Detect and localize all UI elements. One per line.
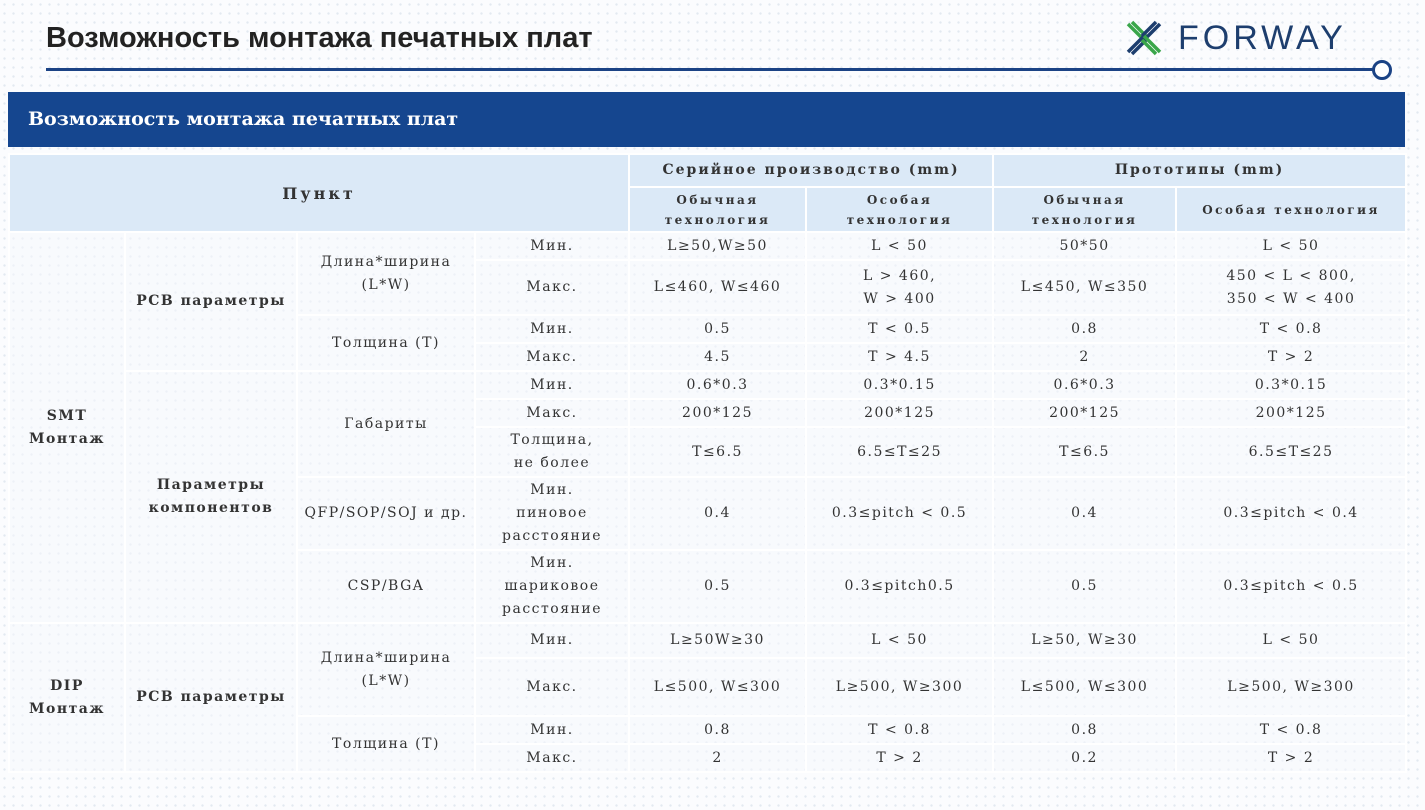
param-csp-bga: CSP/BGA: [297, 550, 475, 623]
category-pcb-params: PCB параметры: [125, 232, 297, 371]
limit-label: Мин. шариковое расстояние: [475, 550, 629, 623]
category-component-params: Параметры компонентов: [125, 371, 297, 623]
value-cell: T≤6.5: [629, 427, 806, 477]
value-cell: 200*125: [1176, 399, 1406, 427]
value-cell: L < 50: [806, 623, 993, 658]
value-cell: T≤6.5: [993, 427, 1176, 477]
group-header-prototype: Прототипы (mm): [993, 154, 1406, 187]
limit-label: Мин.: [475, 232, 629, 260]
section-smt: SMT Монтаж: [9, 232, 125, 623]
value-cell: 0.5: [629, 550, 806, 623]
param-length-width: Длина*ширина (L*W): [297, 232, 475, 315]
value-cell: 0.8: [993, 315, 1176, 343]
value-cell: 6.5≤T≤25: [1176, 427, 1406, 477]
value-cell: 0.5: [993, 550, 1176, 623]
logo-text: FORWAY: [1178, 18, 1347, 57]
value-cell: 50*50: [993, 232, 1176, 260]
value-cell: 0.3≤pitch < 0.4: [1176, 477, 1406, 550]
capability-table: [8, 153, 1407, 773]
value-cell: T > 4.5: [806, 343, 993, 371]
param-dip-thickness: Толщина (T): [297, 716, 475, 772]
value-cell: L≥500, W≥300: [1176, 658, 1406, 716]
value-cell: 4.5: [629, 343, 806, 371]
value-cell: 0.6*0.3: [993, 371, 1176, 399]
value-cell: 2: [993, 343, 1176, 371]
value-cell: L≤450, W≤350: [993, 260, 1176, 315]
limit-label: Мин.: [475, 623, 629, 658]
value-cell: L≥50W≥30: [629, 623, 806, 658]
param-dip-length-width: Длина*ширина (L*W): [297, 623, 475, 716]
group-header-serial: Серийное производство (mm): [629, 154, 993, 187]
value-cell: 0.6*0.3: [629, 371, 806, 399]
value-cell: T < 0.8: [1176, 315, 1406, 343]
value-cell: L≥50, W≥30: [993, 623, 1176, 658]
value-cell: 200*125: [806, 399, 993, 427]
limit-label: Мин.: [475, 371, 629, 399]
limit-label: Толщина, не более: [475, 427, 629, 477]
forway-logo: [1124, 16, 1347, 60]
limit-label: Мин.: [475, 315, 629, 343]
value-cell: T < 0.5: [806, 315, 993, 343]
value-cell: 0.3≤pitch < 0.5: [1176, 550, 1406, 623]
sub-header-serial-special: Особая технология: [806, 187, 993, 232]
value-cell: 0.5: [629, 315, 806, 343]
limit-label: Макс.: [475, 343, 629, 371]
value-cell: 200*125: [629, 399, 806, 427]
value-cell: 6.5≤T≤25: [806, 427, 993, 477]
value-cell: L≥50,W≥50: [629, 232, 806, 260]
value-cell: 2: [629, 744, 806, 772]
divider-end-circle: [1372, 60, 1392, 80]
value-cell: 0.2: [993, 744, 1176, 772]
value-cell: L < 50: [1176, 623, 1406, 658]
limit-label: Макс.: [475, 658, 629, 716]
value-cell: L≤500, W≤300: [993, 658, 1176, 716]
param-dimensions: Габариты: [297, 371, 475, 477]
table-row: [9, 232, 1406, 260]
table-row: [9, 371, 1406, 399]
value-cell: T > 2: [1176, 744, 1406, 772]
value-cell: T > 2: [806, 744, 993, 772]
value-cell: 0.8: [993, 716, 1176, 744]
value-cell: 450 < L < 800, 350 < W < 400: [1176, 260, 1406, 315]
param-thickness: Толщина (T): [297, 315, 475, 371]
value-cell: L≤500, W≤300: [629, 658, 806, 716]
table-row: [9, 623, 1406, 658]
forway-logo-mark-icon: [1124, 18, 1164, 58]
limit-label: Макс.: [475, 399, 629, 427]
sub-header-serial-standard: Обычная технология: [629, 187, 806, 232]
value-cell: 0.3*0.15: [806, 371, 993, 399]
sub-header-proto-special: Особая технология: [1176, 187, 1406, 232]
value-cell: 0.8: [629, 716, 806, 744]
param-qfp-sop-soj: QFP/SOP/SOJ и др.: [297, 477, 475, 550]
value-cell: 200*125: [993, 399, 1176, 427]
value-cell: L < 50: [806, 232, 993, 260]
page-title: Возможность монтажа печатных плат: [46, 22, 593, 54]
section-banner: Возможность монтажа печатных плат: [8, 92, 1405, 147]
value-cell: 0.3≤pitch0.5: [806, 550, 993, 623]
value-cell: 0.3*0.15: [1176, 371, 1406, 399]
item-header: Пункт: [9, 154, 629, 232]
value-cell: L≤460, W≤460: [629, 260, 806, 315]
value-cell: L > 460, W > 400: [806, 260, 993, 315]
value-cell: T > 2: [1176, 343, 1406, 371]
limit-label: Мин. пиновое расстояние: [475, 477, 629, 550]
value-cell: T < 0.8: [1176, 716, 1406, 744]
value-cell: 0.3≤pitch < 0.5: [806, 477, 993, 550]
value-cell: 0.4: [629, 477, 806, 550]
section-dip: DIP Монтаж: [9, 623, 125, 772]
value-cell: 0.4: [993, 477, 1176, 550]
limit-label: Мин.: [475, 716, 629, 744]
limit-label: Макс.: [475, 260, 629, 315]
value-cell: T < 0.8: [806, 716, 993, 744]
category-dip-pcb-params: PCB параметры: [125, 623, 297, 772]
title-divider: [46, 68, 1374, 71]
value-cell: L≥500, W≥300: [806, 658, 993, 716]
sub-header-proto-standard: Обычная технология: [993, 187, 1176, 232]
value-cell: L < 50: [1176, 232, 1406, 260]
limit-label: Макс.: [475, 744, 629, 772]
